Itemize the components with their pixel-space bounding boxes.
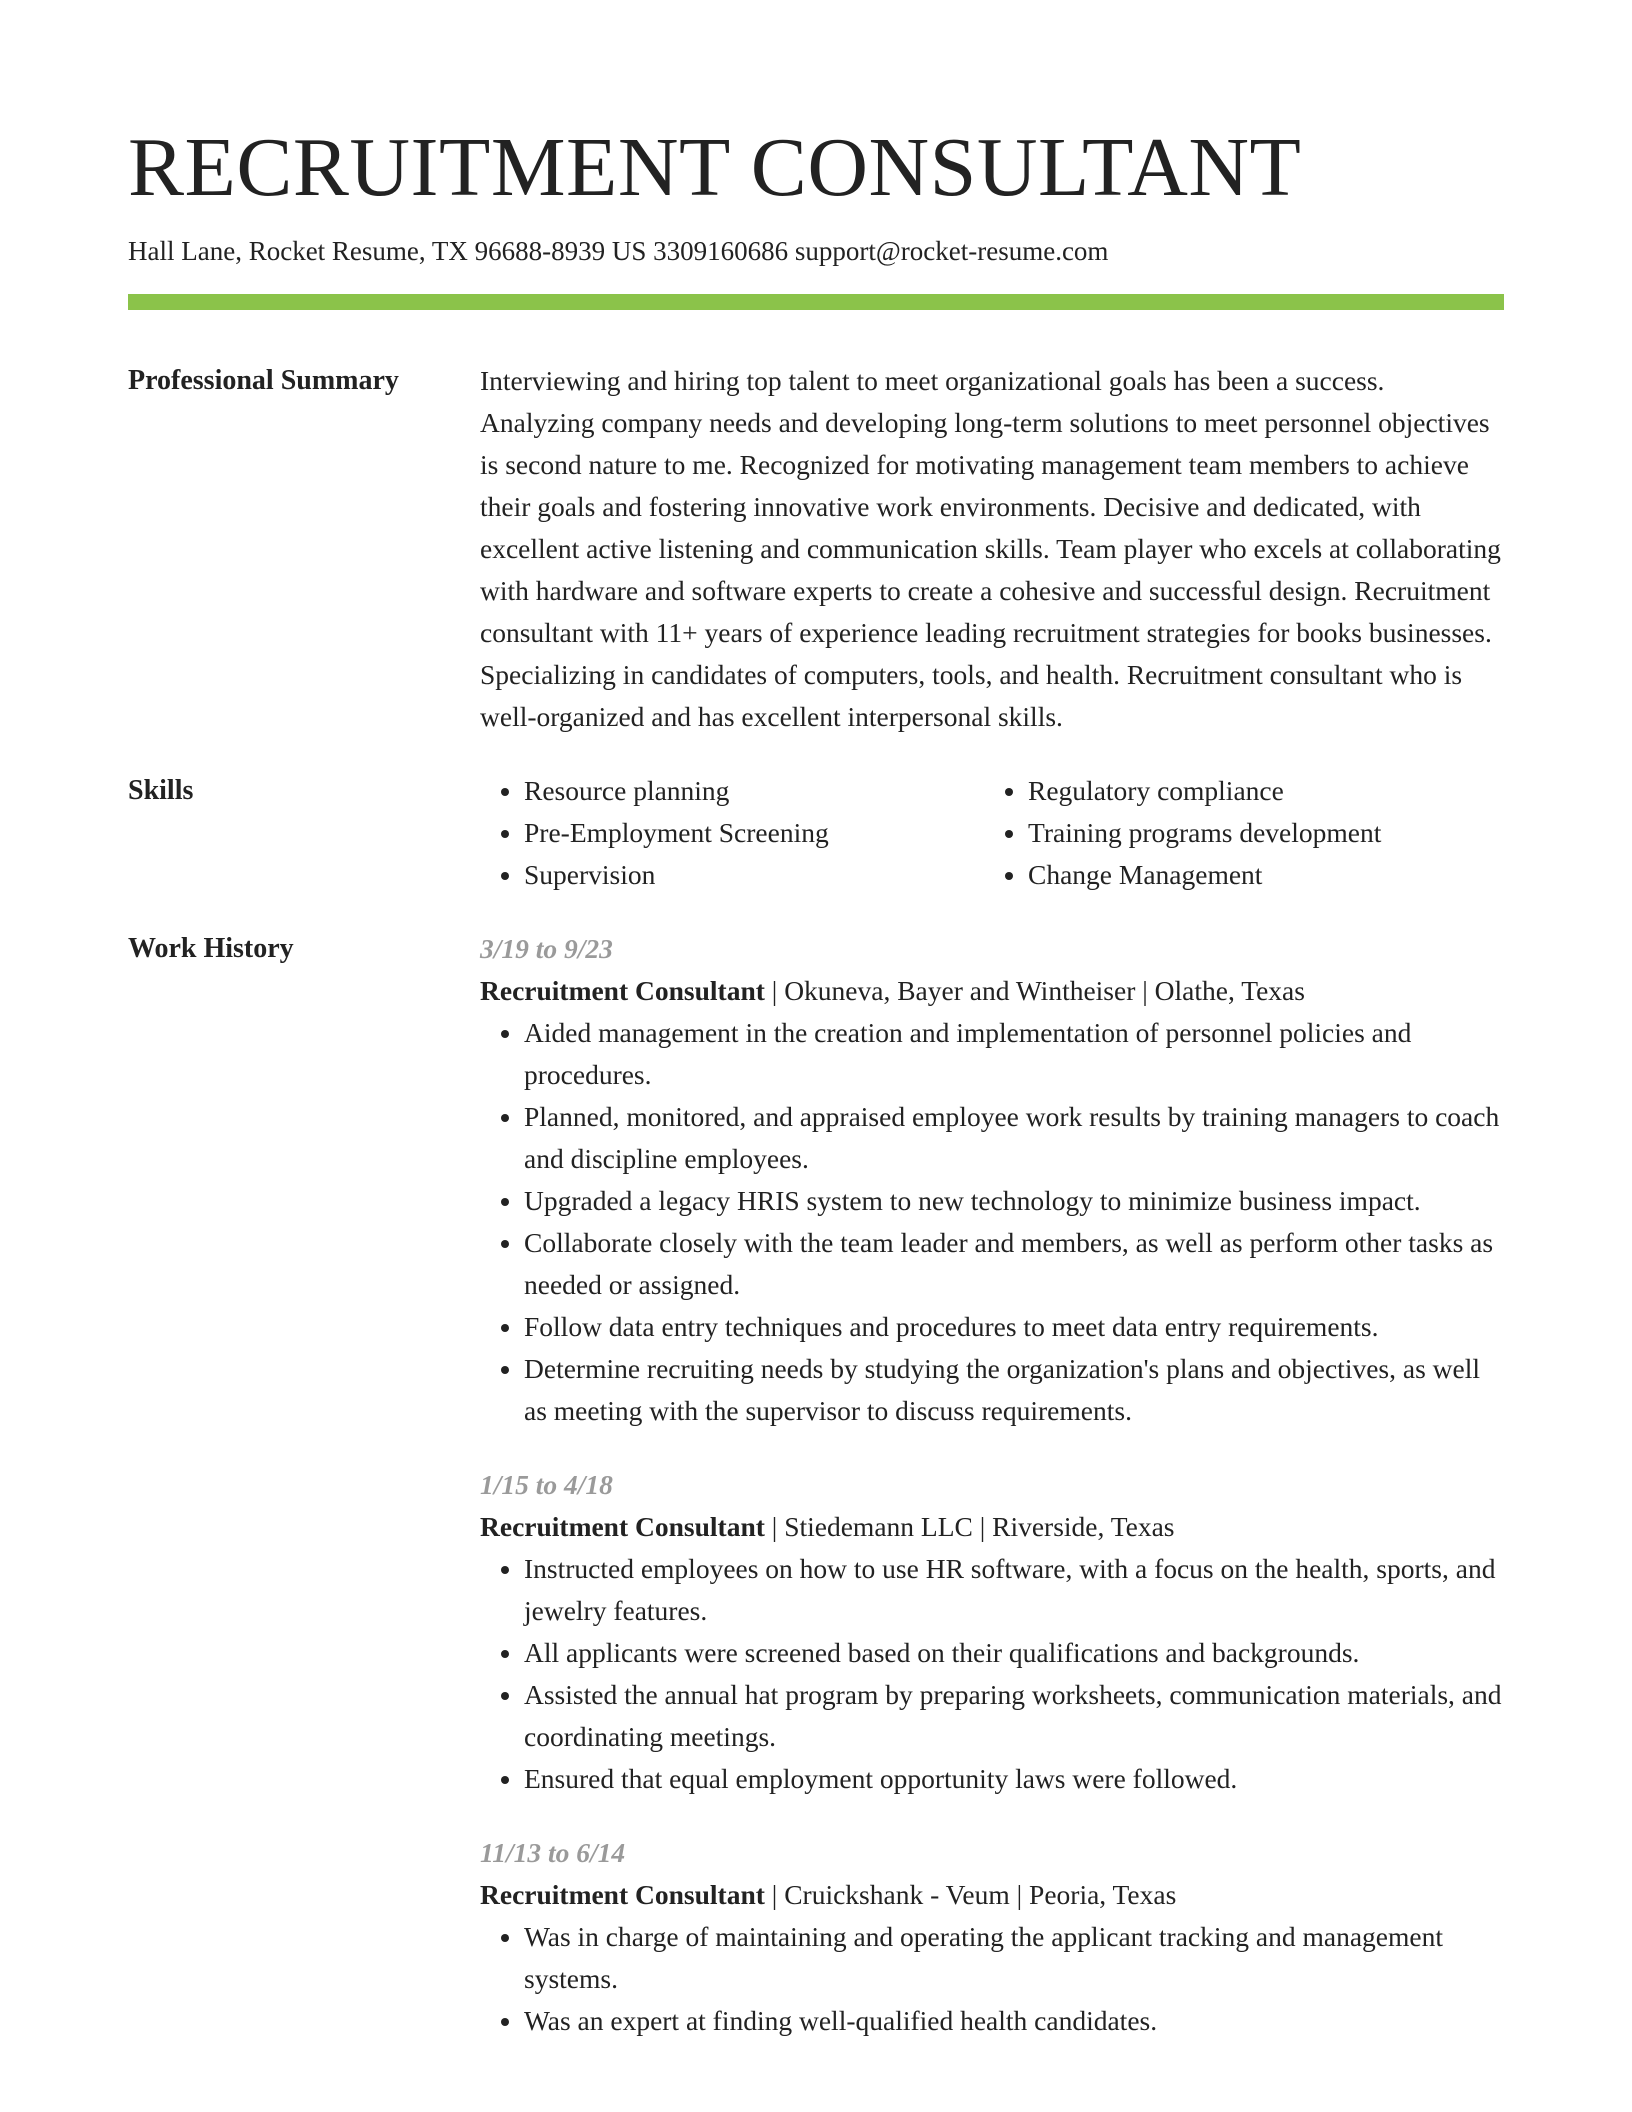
job-company: Stiedemann LLC	[784, 1511, 973, 1542]
work-history-body	[480, 928, 1504, 2074]
job-title: Recruitment Consultant	[480, 1511, 765, 1542]
job-company: Cruickshank - Veum	[784, 1879, 1010, 1910]
resume-page	[128, 0, 1504, 2074]
job-bullet: • All applicants were screened based on their qualifications and backgrounds.	[524, 1632, 1504, 1674]
professional-summary-section	[128, 360, 1504, 738]
job-bullet: • Upgraded a legacy HRIS system to new technology to minimize business impact.	[524, 1180, 1504, 1222]
job-bullet: • Assisted the annual hat program by preparing worksheets, communication materials, and coordinating meetings.	[524, 1674, 1504, 1758]
job-separator: |	[764, 1511, 785, 1542]
resume-name-heading: RECRUITMENT CONSULTANT	[128, 121, 1302, 214]
job-entry	[480, 1464, 1504, 1800]
job-separator: |	[764, 975, 785, 1006]
job-company: Okuneva, Bayer and Wintheiser	[784, 975, 1136, 1006]
job-bullet-list	[480, 1548, 1504, 1800]
job-title-line	[480, 1874, 1504, 1916]
job-title-line	[480, 970, 1504, 1012]
contact-info: Hall Lane, Rocket Resume, TX 96688-8939 US 3309160686 support@rocket-resume.com	[128, 236, 1109, 266]
job-bullet: • Planned, monitored, and appraised employee work results by training managers to coach and discipline employees.	[524, 1096, 1504, 1180]
skills-column-left	[480, 770, 984, 896]
skills-column-right	[984, 770, 1488, 896]
job-bullet-list	[480, 1012, 1504, 1432]
accent-divider-bar	[128, 294, 1504, 310]
summary-label: Professional Summary	[128, 365, 399, 396]
job-bullet: • Determine recruiting needs by studying the organization's plans and objectives, as well as meeting with the supervisor to discuss requirements.	[524, 1348, 1504, 1432]
job-bullet: • Aided management in the creation and implementation of personnel policies and procedures.	[524, 1012, 1504, 1096]
job-bullet: • Ensured that equal employment opportunity laws were followed.	[524, 1758, 1504, 1800]
skills-grid	[480, 770, 1504, 896]
skill-item: • Training programs development	[1028, 812, 1488, 854]
job-location: Peoria, Texas	[1029, 1879, 1177, 1910]
job-bullet: • Was in charge of maintaining and operating the applicant tracking and management systems.	[524, 1916, 1504, 2000]
skills-body	[480, 770, 1504, 896]
job-bullet: • Collaborate closely with the team leader and members, as well as perform other tasks as needed or assigned.	[524, 1222, 1504, 1306]
job-bullet: • Follow data entry techniques and procedures to meet data entry requirements.	[524, 1306, 1504, 1348]
job-separator: |	[972, 1511, 993, 1542]
job-bullet-list	[480, 1916, 1504, 2042]
job-title: Recruitment Consultant	[480, 1879, 765, 1910]
job-dates: 3/19 to 9/23	[480, 933, 613, 964]
job-title: Recruitment Consultant	[480, 975, 765, 1006]
job-location: Olathe, Texas	[1154, 975, 1305, 1006]
job-location: Riverside, Texas	[992, 1511, 1175, 1542]
skill-item: • Supervision	[524, 854, 984, 896]
job-entry	[480, 928, 1504, 1432]
skill-item: • Change Management	[1028, 854, 1488, 896]
job-dates: 11/13 to 6/14	[480, 1837, 626, 1868]
job-title-line	[480, 1506, 1504, 1548]
job-separator: |	[1135, 975, 1155, 1006]
work-history-section	[128, 928, 1504, 2074]
skills-label: Skills	[128, 775, 194, 806]
job-dates: 1/15 to 4/18	[480, 1469, 613, 1500]
job-bullet: • Was an expert at finding well-qualified health candidates.	[524, 2000, 1504, 2042]
summary-text: Interviewing and hiring top talent to meet organizational goals has been a success. Analyzing company needs and developing long-term solutions to meet personnel objectives is second nature to me. Recognized for motivating management team members to achieve their goals and fostering innovative work environments. Decisive and dedicated, with excellent active listening and communication skills. Team player who excels at collaborating with hardware and software experts to create a cohesive and successful design. Recruitment consultant with 11+ years of experience leading recruitment strategies for books businesses. Specializing in candidates of computers, tools, and health. Recruitment consultant who is well-organized and has excellent interpersonal skills.	[480, 365, 1501, 732]
job-separator: |	[764, 1879, 785, 1910]
work-history-label: Work History	[128, 933, 294, 964]
job-separator: |	[1009, 1879, 1030, 1910]
skill-item: • Regulatory compliance	[1028, 770, 1488, 812]
skill-item: • Resource planning	[524, 770, 984, 812]
skill-item: • Pre-Employment Screening	[524, 812, 984, 854]
job-bullet: • Instructed employees on how to use HR software, with a focus on the health, sports, and jewelry features.	[524, 1548, 1504, 1632]
job-entry	[480, 1832, 1504, 2042]
skills-section	[128, 770, 1504, 896]
